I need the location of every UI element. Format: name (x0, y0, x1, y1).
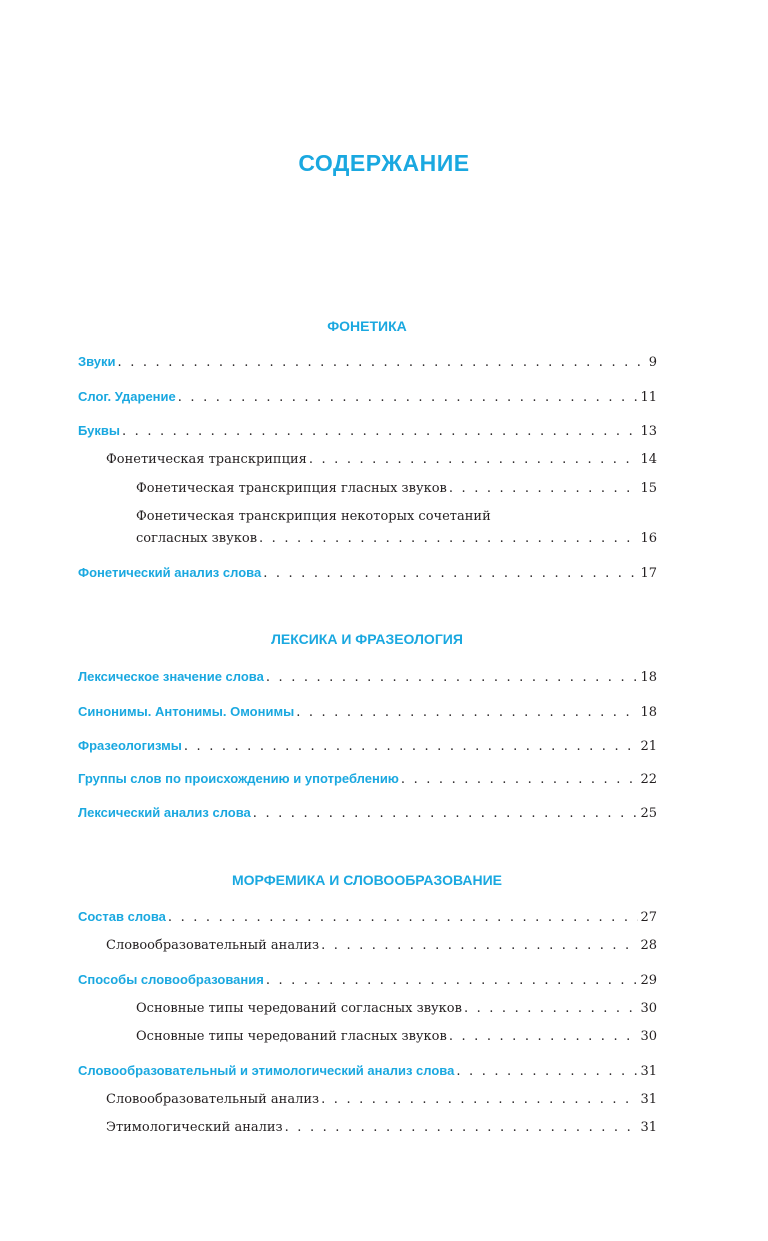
toc-page-number: 9 (648, 355, 657, 370)
toc-entry-title: Основные типы чередований гласных звуков (136, 1029, 447, 1044)
toc-entry[interactable] (136, 480, 657, 498)
toc-entry[interactable] (78, 703, 657, 721)
page-title: СОДЕРЖАНИЕ (298, 150, 470, 176)
toc-entry-title: Словообразовательный и этимологический анализ слова (78, 1063, 455, 1078)
toc-page-number: 13 (640, 424, 657, 439)
toc-entry[interactable] (78, 737, 657, 755)
toc-entry-title: Фразеологизмы (78, 738, 182, 753)
toc-entry-title: Синонимы. Антонимы. Омонимы (78, 704, 295, 719)
toc-entry[interactable] (106, 451, 657, 469)
section-heading-morphemics: МОРФЕМИКА И СЛОВООБРАЗОВАНИЕ (231, 872, 503, 888)
toc-page-number: 31 (640, 1120, 657, 1135)
toc-entry-title: Лексическое значение слова (78, 669, 264, 684)
toc-dot-leader (456, 1063, 638, 1081)
toc-dot-leader (464, 1000, 639, 1018)
toc-entry[interactable] (78, 388, 657, 406)
toc-entry[interactable] (78, 564, 657, 582)
toc-dot-leader (168, 909, 639, 927)
toc-entry-title: согласных звуков (136, 531, 258, 546)
toc-entry[interactable] (78, 770, 657, 788)
toc-entry-title: Слог. Ударение (78, 389, 176, 404)
toc-page-number: 11 (640, 390, 657, 405)
toc-page-number: 16 (640, 531, 657, 546)
toc-dot-leader (285, 1119, 639, 1137)
toc-entry[interactable] (78, 422, 657, 440)
toc-dot-leader (266, 669, 639, 687)
toc-entry[interactable] (78, 908, 657, 926)
toc-entry-title: Звуки (78, 354, 116, 369)
toc-page-number: 31 (640, 1064, 657, 1079)
toc-entry-title: Фонетический анализ слова (78, 565, 262, 580)
toc-entry[interactable] (78, 668, 657, 686)
toc-entry-title: Лексический анализ слова (78, 805, 251, 820)
toc-entry[interactable] (78, 353, 657, 371)
toc-entry-title: Фонетическая транскрипция гласных звуков (136, 481, 447, 496)
section-heading-phonetics: ФОНЕТИКА (327, 318, 407, 334)
toc-page-number: 21 (640, 739, 657, 754)
section-heading-lexicon: ЛЕКСИКА И ФРАЗЕОЛОГИЯ (271, 631, 463, 647)
toc-page-number: 18 (640, 670, 657, 685)
toc-page-number: 28 (640, 938, 657, 953)
toc-entry-title: Основные типы чередований согласных звуков (136, 1001, 462, 1016)
toc-entry-title: Способы словообразования (78, 972, 264, 987)
toc-entry-title: Словообразовательный анализ (106, 1092, 320, 1107)
toc-dot-leader (263, 565, 638, 583)
toc-entry-title: Буквы (78, 423, 121, 438)
toc-dot-leader (321, 1091, 638, 1109)
toc-entry[interactable] (136, 1028, 657, 1046)
toc-page-number: 31 (640, 1092, 657, 1107)
toc-entry[interactable] (106, 1091, 657, 1109)
toc-entry-title: Группы слов по происхождению и употреблению (78, 771, 399, 786)
toc-entry-title: Словообразовательный анализ (106, 938, 320, 953)
toc-page-number: 14 (640, 452, 657, 467)
toc-entry[interactable] (136, 1000, 657, 1018)
toc-dot-leader (449, 1028, 639, 1046)
toc-entry[interactable] (78, 1062, 657, 1080)
toc-dot-leader (118, 354, 647, 372)
toc-page-number: 17 (640, 566, 657, 581)
toc-page-number: 27 (640, 910, 657, 925)
toc-page-number: 30 (640, 1001, 657, 1016)
toc-entry[interactable] (78, 971, 657, 989)
toc-dot-leader (266, 972, 639, 990)
toc-page-number: 15 (640, 481, 657, 496)
toc-page-number: 30 (640, 1029, 657, 1044)
toc-page-number: 25 (640, 806, 657, 821)
toc-page-number: 22 (640, 772, 657, 787)
toc-entry-title: Состав слова (78, 909, 166, 924)
toc-dot-leader (401, 771, 639, 789)
toc-dot-leader (449, 480, 639, 498)
toc-entry-title: Фонетическая транскрипция (106, 452, 307, 467)
toc-dot-leader (178, 389, 639, 407)
toc-entry[interactable] (106, 937, 657, 955)
toc-entry[interactable] (78, 804, 657, 822)
toc-dot-leader (184, 738, 639, 756)
toc-entry[interactable] (136, 530, 657, 548)
toc-dot-leader (259, 530, 638, 548)
toc-entry-title-line1: Фонетическая транскрипция некоторых сочетаний (136, 509, 491, 524)
toc-dot-leader (122, 423, 638, 441)
toc-dot-leader (296, 704, 638, 722)
toc-page-number: 18 (640, 705, 657, 720)
toc-dot-leader (253, 805, 639, 823)
toc-entry-title: Этимологический анализ (106, 1120, 283, 1135)
toc-page-number: 29 (640, 973, 657, 988)
toc-entry[interactable] (106, 1119, 657, 1137)
toc-dot-leader (309, 451, 639, 469)
toc-dot-leader (321, 937, 638, 955)
